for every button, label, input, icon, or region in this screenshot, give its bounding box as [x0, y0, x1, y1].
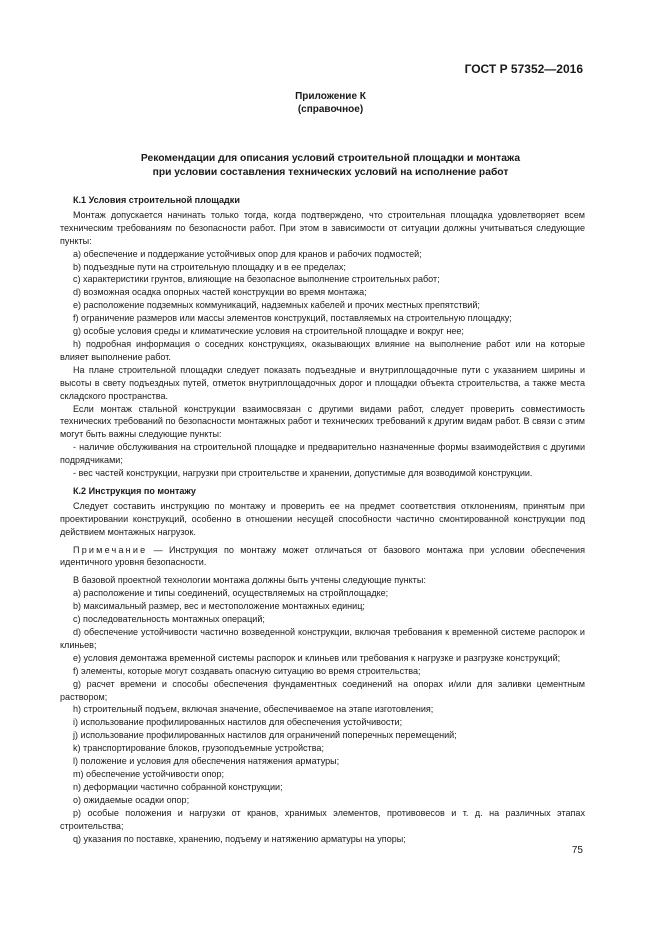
list-item: q) указания по поставке, хранению, подъему и натяжению арматуры на упоры;: [73, 833, 406, 844]
annex-type: (справочное): [297, 103, 364, 115]
page-number: 75: [571, 845, 583, 856]
list-item: l) положение и условия для обеспечения натяжения арматуры;: [73, 756, 340, 767]
section-k2-heading: К.2 Инструкция по монтажу: [73, 485, 196, 496]
list-item: g) особые условия среды и климатические условия на строительной площадке и вокруг нее;: [73, 326, 464, 337]
note: [60, 544, 585, 570]
list-item: m) обеспечение устойчивости опор;: [73, 768, 225, 779]
note-text: — Инструкция по монтажу может отличаться от базового монтажа при условии обеспечения идентичного уровня безопасности.: [60, 544, 585, 568]
list-item: e) расположение подземных коммуникаций, надземных кабелей и прочих местных препятствий;: [73, 300, 480, 311]
list-item: d) обеспечение устойчивости частично возведенной конструкции, включая требования к временной системе распорок и клиньев;: [60, 627, 585, 650]
list-item: c) последовательность монтажных операций;: [73, 614, 265, 625]
list-item: d) возможная осадка опорных частей конструкции во время монтажа;: [73, 287, 367, 298]
section-k1-heading: К.1 Условия строительной площадки: [73, 195, 240, 205]
list-item: a) обеспечение и поддержание устойчивых опор для кранов и рабочих подмостей;: [73, 248, 422, 259]
section-k1-intro: Монтаж допускается начинать только тогда, когда подтверждено, что строительная площадка удовлетворяет всем техническим требованиям по безопасности работ. При этом в зависимости от ситуации должны учитываться следующие пункты:: [60, 209, 585, 246]
list-item: f) ограничение размеров или массы элементов конструкций, поставляемых на строительную площадку;: [73, 313, 512, 324]
annex-title: Приложение К: [295, 91, 366, 102]
paragraph-steel-erection: Если монтаж стальной конструкции взаимосвязан с другими видами работ, следует проверить совместимость технических требований по безопасности монтажных работ и технических требований к другим видам работ. В связи с этим могут быть важны следующие пункты:: [60, 403, 585, 440]
list-item: n) деформации частично собранной конструкции;: [73, 781, 283, 792]
list-item: h) строительный подъем, включая значение, обеспечиваемое на этапе изготовления;: [73, 704, 434, 715]
list-item: h) подробная информация о соседних конструкциях, оказывающих влияние на выполнение работ или на которые влияет выполнение работ.: [60, 338, 585, 362]
document-code: ГОСТ Р 57352—2016: [464, 62, 583, 76]
dash-list-item: - наличие обслуживания на строительной площадке и предварительно назначенные формы взаимодействия с другими подрядчиками;: [60, 442, 585, 466]
main-title: [60, 152, 601, 179]
annex-heading: [0, 91, 661, 116]
section-k2-intro: Следует составить инструкцию по монтажу и проверить ее на предмет соответствия отклонениям, принятым при проектировании конструкций, особенно в отношении несущей способности частично смонтированной конструкции под действием монтажных нагрузок.: [60, 500, 585, 537]
list-item: i) использование профилированных настилов для обеспечения устойчивости;: [73, 717, 403, 728]
body-text: [60, 192, 585, 845]
list-item: b) максимальный размер, вес и местоположение монтажных единиц;: [73, 601, 365, 612]
dash-list-item: - вес частей конструкции, нагрузки при строительстве и хранении, допустимые для возводимой конструкции.: [73, 468, 533, 479]
list-item: j) использование профилированных настилов для ограничений поперечных перемещений;: [73, 730, 457, 741]
list-item: p) особые положения и нагрузки от кранов, хранимых элементов, противовесов и т. д. на различных этапах строительства;: [60, 807, 585, 831]
main-title-line-1: Рекомендации для описания условий строительной площадки и монтажа: [140, 153, 521, 164]
list-item: a) расположение и типы соединений, осуществляемых на стройплощадке;: [73, 588, 389, 599]
main-title-line-2: при условии составления технических условий на исполнение работ: [152, 166, 509, 178]
list-item: o) ожидаемые осадки опор;: [73, 794, 190, 805]
list-item: b) подъездные пути на строительную площадку и в ее пределах;: [73, 261, 346, 272]
paragraph-site-plan: На плане строительной площадки следует показать подъездные и внутриплощадочные пути с указанием ширины и высоты в свету подъездных путей, отметок внутриплощадочных дорог и площадки объекта строительства, а также места складского пространства.: [60, 364, 585, 401]
list-item: g) расчет времени и способы обеспечения фундаментных соединений на опорах и/или для заливки цементным раствором;: [60, 678, 585, 702]
list-item: c) характеристики грунтов, влияющие на безопасное выполнение строительных работ;: [73, 274, 440, 285]
base-technology-intro: В базовой проектной технологии монтажа должны быть учтены следующие пункты:: [73, 575, 426, 586]
list-item: f) элементы, которые могут создавать опасную ситуацию во время строительства;: [73, 665, 421, 676]
list-item: k) транспортирование блоков, грузоподъемные устройства;: [73, 743, 324, 754]
note-label: Примечание: [73, 544, 148, 555]
list-item: e) условия демонтажа временной системы распорок и клиньев или требования к нагрузке и разгрузке конструкций;: [73, 652, 561, 663]
